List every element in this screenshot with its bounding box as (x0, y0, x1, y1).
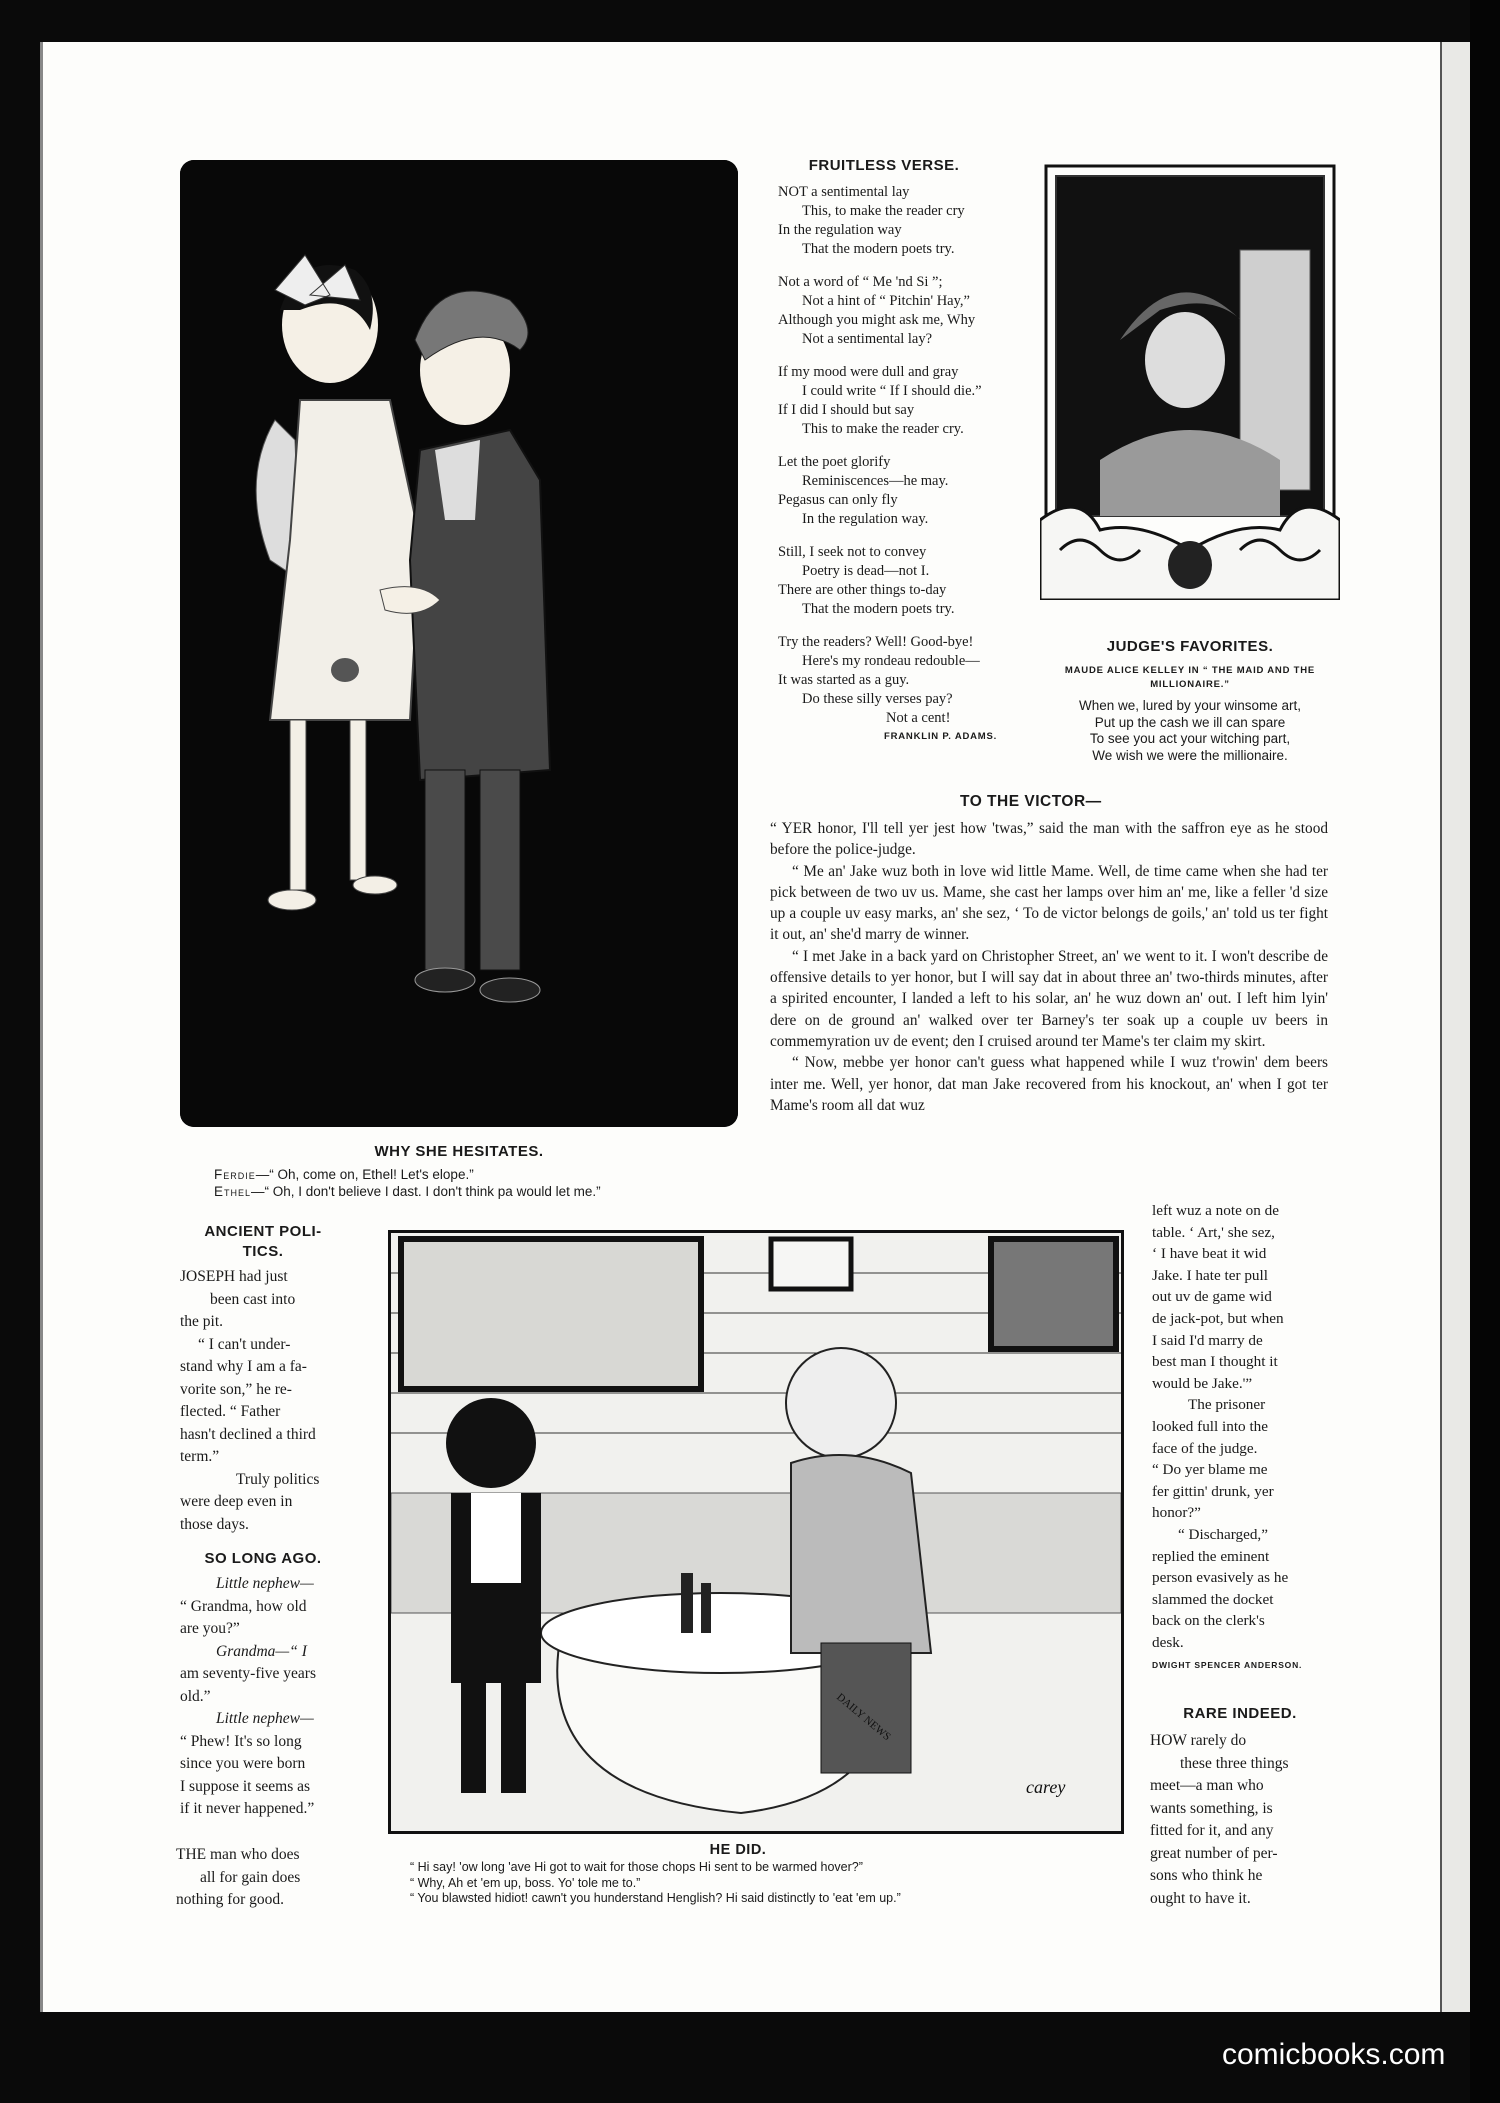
body-line: vorite son,” he re- (180, 1380, 292, 1398)
verse-line: To see you act your witching part, (1089, 731, 1291, 746)
poem-line: That the modern poets try. (802, 601, 955, 617)
caption-line-1 (214, 1166, 744, 1183)
body-line: are you?” (180, 1620, 240, 1637)
body-line: these three things (1180, 1754, 1289, 1772)
caption-line: “ You blawsted hidiot! cawn't you hunderstand Henglish? Hi said distinctly to 'eat 'em up.” (410, 1891, 901, 1905)
to-the-victor-title: TO THE VICTOR— (960, 793, 1102, 810)
story-line: “ Discharged,” (1178, 1525, 1268, 1543)
rare-indeed-title: RARE INDEED. (1183, 1705, 1297, 1722)
to-the-victor-body (770, 818, 1328, 1116)
story-line: ‘ I have beat it wid (1152, 1245, 1267, 1263)
body-line: nothing for good. (176, 1891, 285, 1908)
illustration-2-caption (410, 1860, 1130, 1907)
poem-line: Do these silly verses pay? (802, 691, 953, 707)
body-line: were deep even in (180, 1493, 293, 1510)
poem-line: Reminiscences—he may. (802, 473, 949, 489)
stanza-5 (778, 543, 1038, 619)
story-line: The prisoner (1188, 1396, 1266, 1414)
ferdie-line: —“ Oh, come on, Ethel! Let's elope.” (255, 1167, 474, 1182)
body-line: “ I can't under- (198, 1335, 291, 1353)
body-line: since you were born (180, 1755, 306, 1772)
stanza-6 (778, 633, 1038, 728)
poem-line: Not a hint of “ Pitchin' Hay,” (802, 293, 970, 309)
ancient-politics-body (180, 1266, 354, 1536)
body-line: the pit. (180, 1313, 224, 1330)
scan-border (1470, 0, 1500, 2103)
judges-favorites-subtitle: MAUDE ALICE KELLEY IN “ THE MAID AND THE MILLIONAIRE.” (1064, 665, 1316, 690)
body-line: JOSEPH had just (180, 1268, 288, 1285)
body-line: ought to have it. (1150, 1889, 1251, 1907)
poem-line: Pegasus can only fly (778, 492, 898, 508)
story-line: fer gittin' drunk, yer (1152, 1482, 1274, 1500)
story-line: de jack-pot, but when (1152, 1309, 1284, 1327)
fruitless-verse-author: FRANKLIN P. ADAMS. (884, 731, 998, 742)
poem-line: Not a cent! (886, 710, 951, 726)
poem-line: This to make the reader cry. (802, 421, 964, 437)
to-the-victor-continuation (1152, 1200, 1328, 1677)
poem-line: Not a word of “ Me 'nd Si ”; (778, 274, 943, 290)
poem-line: In the regulation way. (802, 511, 929, 527)
story-line: honor?” (1152, 1504, 1201, 1522)
body-line: great number of per- (1150, 1844, 1278, 1862)
poem-line: Although you might ask me, Why (778, 312, 976, 328)
fruitless-verse-poem (778, 183, 1038, 742)
story-line: replied the eminent (1152, 1547, 1270, 1565)
body-line: wants something, is (1150, 1799, 1273, 1817)
stanza-1 (778, 183, 1038, 259)
title-line: TICS. (242, 1243, 284, 1260)
poem-line: Let the poet glorify (778, 454, 891, 470)
body-line: if it never happened.” (180, 1800, 315, 1817)
to-the-victor-author: DWIGHT SPENCER ANDERSON. (1152, 1660, 1303, 1671)
story-paragraph: “ I met Jake in a back yard on Christopher Street, an' we went to it. I won't describe de offensive details to yer honor, but I will say dat in about three an' two-thirds minutes, after a spirited encounter, I landed a left to his solar, an' he wuz down an' out. I left him lyin' dere on de ground an' walked over ter Barney's ter soak up a couple uv beers in commemyration uv de event; den I cruised around ter Mame's ter claim my skirt. (770, 947, 1328, 1050)
stanza-2 (778, 273, 1038, 349)
poem-line: Not a sentimental lay? (802, 331, 933, 347)
so-long-ago-title: SO LONG AGO. (204, 1550, 322, 1567)
story-line: face of the judge. (1152, 1439, 1258, 1457)
body-line: been cast into (210, 1290, 296, 1308)
poem-line: It was started as a guy. (778, 672, 910, 688)
so-long-ago-body (180, 1573, 354, 1821)
body-line: term.” (180, 1448, 220, 1465)
body-line: all for gain does (200, 1868, 301, 1886)
fruitless-verse-title: FRUITLESS VERSE. (808, 157, 960, 174)
caption-line: “ Why, Ah et 'em up, boss. Yo' tole me to.” (410, 1875, 641, 1890)
story-paragraph: “ Me an' Jake wuz both in love wid little Mame. Well, de time came when she had ter pick between de two uv us. Mame, she cast her lamps over him an' me, like a feller 'd size up a couple uv easy marks, an' she sez, ‘ To de victor belongs de goils,' an' told us ter fight it out, an' she'd marry de winner. (770, 862, 1328, 944)
story-line: looked full into the (1152, 1417, 1268, 1435)
speaker-ethel: Ethel (214, 1184, 252, 1199)
speaker-ferdie: Ferdie (214, 1167, 256, 1182)
story-line: I said I'd marry de (1152, 1331, 1263, 1349)
body-line: meet—a man who (1150, 1777, 1264, 1794)
body-line: old.” (180, 1687, 211, 1705)
artist-signature: carey (1026, 1777, 1066, 1797)
body-line: fitted for it, and any (1150, 1822, 1274, 1839)
body-line: HOW rarely do (1150, 1732, 1247, 1749)
speaker-line: Little nephew— (216, 1710, 314, 1727)
site-watermark: comicbooks.com (1222, 2038, 1446, 2071)
poem-line: If I did I should but say (778, 402, 915, 418)
judges-favorites-portrait-frame (1040, 160, 1340, 600)
verse-line: Put up the cash we ill can spare (1094, 714, 1286, 730)
poem-line: If my mood were dull and gray (778, 364, 959, 380)
story-line: person evasively as he (1152, 1569, 1289, 1587)
poem-line: In the regulation way (778, 222, 902, 238)
body-line: hasn't declined a third (180, 1425, 316, 1443)
judges-favorites-title: JUDGE'S FAVORITES. (1106, 638, 1274, 655)
ornamental-frame (1040, 160, 1340, 600)
speaker-line: Little nephew— (216, 1575, 314, 1592)
story-line: “ Do yer blame me (1152, 1461, 1268, 1479)
body-line: those days. (180, 1515, 249, 1533)
caption-line: “ Hi say! 'ow long 'ave Hi got to wait for those chops Hi sent to be warmed hover?” (410, 1860, 863, 1874)
illustration-he-did (388, 1230, 1124, 1834)
poem-line: That the modern poets try. (802, 241, 955, 257)
title-line: ANCIENT POLI- (204, 1223, 322, 1240)
ethel-line: —“ Oh, I don't believe I dast. I don't think pa would let me.” (251, 1184, 601, 1199)
illustration-1-title: WHY SHE HESITATES. (374, 1143, 544, 1160)
body-line: “ Grandma, how old (180, 1597, 307, 1615)
story-line: table. ‘ Art,' she sez, (1152, 1223, 1275, 1241)
poem-line: NOT a sentimental lay (778, 184, 910, 200)
poem-line: Here's my rondeau redouble— (802, 653, 980, 669)
story-line: desk. (1152, 1633, 1184, 1651)
story-line: slammed the docket (1152, 1590, 1274, 1608)
body-line: sons who think he (1150, 1867, 1263, 1884)
caption-line-2 (214, 1183, 744, 1200)
body-line: “ Phew! It's so long (180, 1732, 302, 1750)
newspaper-text: DAILY NEWS (834, 1691, 893, 1744)
judges-favorites-verse (1040, 698, 1340, 764)
closing-quip (176, 1844, 356, 1912)
story-line: out uv de game wid (1152, 1288, 1272, 1306)
body-line: THE man who does (176, 1846, 300, 1863)
body-line: am seventy-five years (180, 1665, 316, 1682)
story-line: would be Jake.'” (1152, 1374, 1253, 1392)
stanza-4 (778, 453, 1038, 529)
illustration-1-caption (214, 1166, 744, 1200)
poem-line: Still, I seek not to convey (778, 544, 927, 560)
body-line: Truly politics (236, 1470, 320, 1488)
stanza-3 (778, 363, 1038, 439)
body-line: I suppose it seems as (180, 1777, 311, 1795)
story-line: Jake. I hate ter pull (1152, 1266, 1268, 1284)
ancient-politics-title (178, 1222, 348, 1262)
poem-line: Try the readers? Well! Good-bye! (778, 634, 974, 650)
rare-indeed-body (1150, 1730, 1330, 1910)
illustration-2-title: HE DID. (709, 1842, 767, 1858)
body-line: stand why I am a fa- (180, 1358, 307, 1375)
restaurant-drawing (391, 1233, 1121, 1831)
story-paragraph: “ Now, mebbe yer honor can't guess what happened while I wuz t'rowin' dem beers inter me. Well, yer honor, dat man Jake recovered from his knockout, an' when I got ter Mame's room all dat wuz (770, 1054, 1328, 1114)
verse-line: We wish we were the millionaire. (1092, 747, 1288, 763)
poem-line: This, to make the reader cry (802, 203, 965, 219)
story-line: back on the clerk's (1152, 1612, 1265, 1630)
story-line: left wuz a note on de (1152, 1202, 1279, 1219)
page-gutter (1440, 42, 1472, 2012)
story-paragraph: “ YER honor, I'll tell yer jest how 'twas,” said the man with the saffron eye as he stood before the police-judge. (770, 820, 1328, 859)
verse-line: When we, lured by your winsome art, (1078, 698, 1302, 713)
children-drawing (180, 160, 738, 1127)
speaker-line: Grandma—“ I (216, 1642, 307, 1660)
illustration-why-she-hesitates (180, 160, 738, 1127)
poem-line: There are other things to-day (778, 582, 947, 598)
poem-line: I could write “ If I should die.” (802, 383, 982, 399)
body-line: flected. “ Father (180, 1403, 281, 1420)
story-line: best man I thought it (1152, 1353, 1278, 1371)
poem-line: Poetry is dead—not I. (802, 563, 930, 579)
